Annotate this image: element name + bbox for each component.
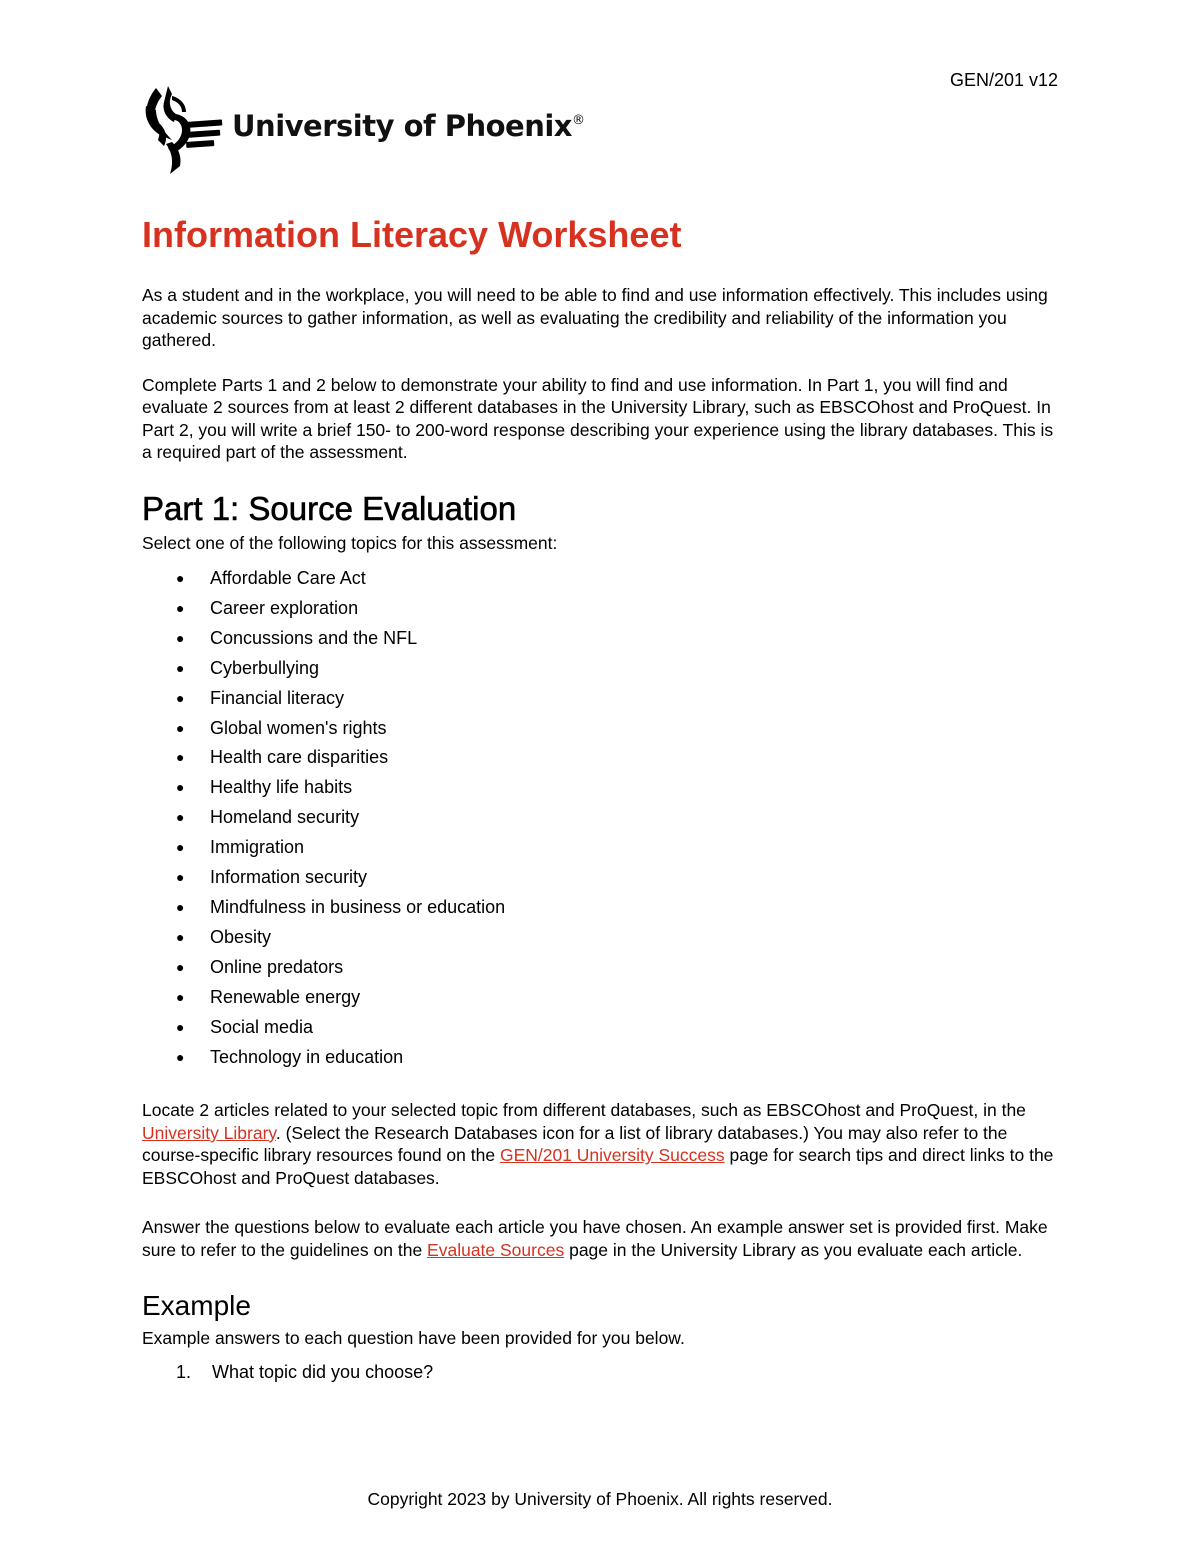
bullet-icon: ●: [176, 898, 185, 915]
topic-lead: Select one of the following topics for this assessment:: [142, 532, 558, 553]
locate-text-1: Locate 2 articles related to your selected topic from different databases, such as EBSCOhost and ProQuest, in the: [142, 1100, 1026, 1121]
topic-label: Health care disparities: [210, 747, 389, 768]
page-title: Information Literacy Worksheet: [142, 214, 682, 255]
bullet-icon: ●: [176, 719, 185, 736]
topic-label: Career exploration: [210, 597, 359, 618]
bullet-icon: ●: [176, 809, 185, 826]
example-lead: Example answers to each question have been provided for you below.: [142, 1328, 685, 1349]
bullet-icon: ●: [176, 689, 185, 706]
list-item: [142, 953, 1062, 983]
topic-label: Renewable energy: [210, 986, 361, 1007]
list-item: [142, 983, 1062, 1013]
document-body: [142, 214, 1062, 1384]
list-item: [142, 624, 1062, 654]
bullet-icon: ●: [176, 958, 185, 975]
bullet-icon: ●: [176, 869, 185, 886]
locate-paragraph: [142, 1099, 1062, 1189]
bullet-icon: ●: [176, 570, 185, 586]
list-item: [142, 1013, 1062, 1043]
list-item: [142, 564, 1062, 594]
locate-text-2: . (Select the Research Databases icon for a list of library databases.) You may also refer to the course-specific library resources found on the: [142, 1122, 1008, 1166]
list-item: [142, 833, 1062, 863]
example-heading: Example: [142, 1290, 251, 1322]
university-logo: [142, 84, 585, 178]
bullet-icon: ●: [176, 599, 185, 616]
intro-paragraph-2: Complete Parts 1 and 2 below to demonstrate your ability to find and use information. In Part 1, you will find and evaluate 2 sources from at least 2 different databases in the University Library, such as EBSCOhost and ProQuest. In Part 2, you will write a brief 150- to 200-word response describing your experience using the library databases. This is a required part of the assessment.: [142, 374, 1054, 462]
phoenix-bird-icon: [142, 84, 226, 178]
list-item: [142, 893, 1062, 923]
part1-heading: Part 1: Source Evaluation: [142, 489, 517, 527]
topic-label: Affordable Care Act: [210, 568, 366, 588]
answer-text-1: Answer the questions below to evaluate each article you have chosen. An example answer set is provided first. Make sure to refer to the guidelines on the: [142, 1217, 1048, 1260]
logo-text: University of Phoenix: [232, 109, 572, 143]
topic-label: Global women's rights: [210, 717, 387, 738]
locate-text-3: page for search tips and direct links to the EBSCOhost and ProQuest databases.: [142, 1145, 1054, 1188]
list-item: [142, 923, 1062, 953]
topic-label: Mindfulness in business or education: [210, 896, 506, 917]
example-question-list: [142, 1360, 1062, 1384]
list-item: [142, 594, 1062, 624]
topic-label: Concussions and the NFL: [210, 627, 418, 648]
topic-label: Homeland security: [210, 807, 360, 828]
list-item: [142, 1360, 1062, 1384]
university-library-link[interactable]: University Library: [142, 1122, 276, 1143]
registered-mark: ®: [572, 113, 585, 128]
question-text: What topic did you choose?: [212, 1361, 434, 1382]
answer-paragraph: [142, 1216, 1062, 1261]
topic-label: Immigration: [210, 837, 305, 858]
logo-wordmark: [232, 109, 585, 143]
list-item: [142, 773, 1062, 803]
topic-label: Technology in education: [210, 1046, 404, 1067]
topic-label: Information security: [210, 867, 368, 888]
evaluate-sources-link[interactable]: Evaluate Sources: [427, 1239, 565, 1260]
document-id: GEN/201 v12: [949, 70, 1058, 90]
bullet-icon: ●: [176, 659, 185, 676]
topic-label: Cyberbullying: [210, 657, 320, 678]
gen201-university-success-link[interactable]: GEN/201 University Success: [499, 1145, 725, 1166]
topic-label: Healthy life habits: [210, 777, 353, 798]
bullet-icon: ●: [176, 1048, 185, 1065]
topic-list: [142, 564, 1062, 1072]
bullet-icon: ●: [176, 1018, 185, 1035]
list-item: [142, 743, 1062, 773]
list-item: [142, 684, 1062, 714]
list-item: [142, 1043, 1062, 1073]
bullet-icon: ●: [176, 928, 185, 945]
topic-label: Obesity: [210, 926, 272, 947]
bullet-icon: ●: [176, 749, 185, 766]
topic-label: Online predators: [210, 956, 344, 977]
question-number: [142, 1360, 212, 1384]
topic-label: Financial literacy: [210, 687, 345, 708]
list-item: [142, 714, 1062, 744]
bullet-icon: ●: [176, 988, 185, 1005]
topic-label: Social media: [210, 1016, 314, 1037]
list-item: [142, 654, 1062, 684]
intro-paragraph-1: As a student and in the workplace, you will need to be able to find and use information effectively. This includes using academic sources to gather information, as well as evaluating the credibility and reliability of the information you gathered.: [142, 285, 1048, 350]
list-item: [142, 863, 1062, 893]
bullet-icon: ●: [176, 839, 185, 856]
answer-text-2: page in the University Library as you evaluate each article.: [564, 1239, 1023, 1260]
bullet-icon: ●: [176, 779, 185, 796]
question-number-label: 1.: [176, 1361, 192, 1382]
list-item: [142, 803, 1062, 833]
copyright-footer: Copyright 2023 by University of Phoenix. All rights reserved.: [367, 1489, 833, 1509]
bullet-icon: ●: [176, 629, 185, 646]
